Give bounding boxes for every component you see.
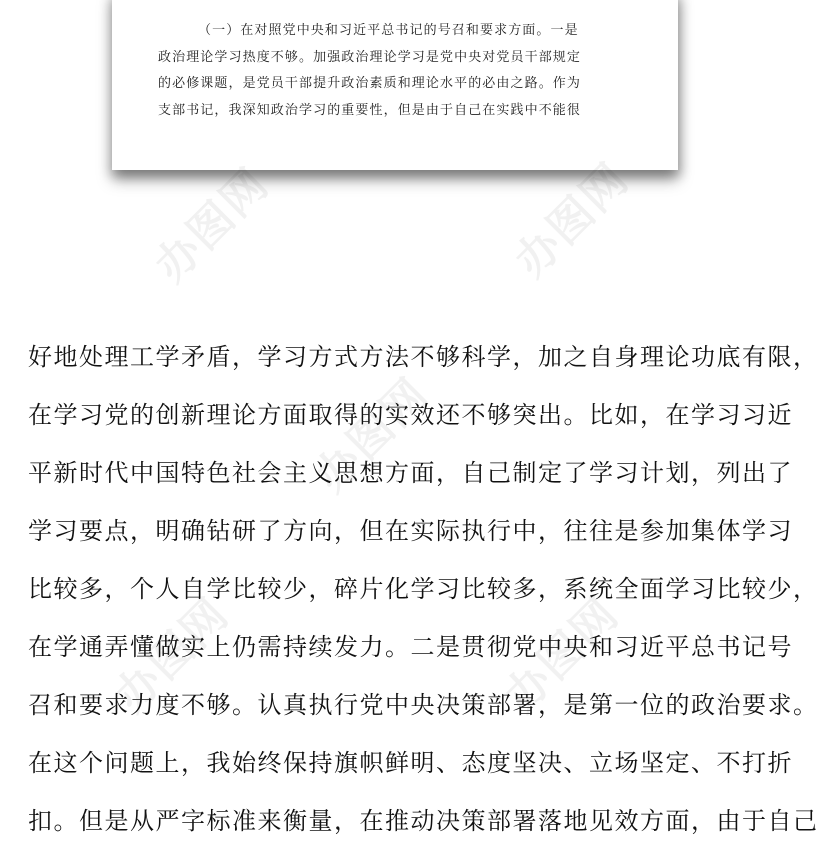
body-text-line: 平新时代中国特色社会主义思想方面，自己制定了学习计划，列出了: [28, 459, 793, 487]
watermark: 办图网: [505, 153, 640, 288]
card-text-line: （一）在对照党中央和习近平总书记的号召和要求方面。一是: [198, 23, 579, 38]
body-text-line: 在学习党的创新理论方面取得的实效还不够突出。比如，在学习习近: [28, 401, 793, 429]
document-body: [28, 328, 819, 850]
body-text-line: 扣。但是从严字标准来衡量，在推动决策部署落地见效方面，由于自己: [28, 807, 819, 835]
body-text-line: 好地处理工学矛盾，学习方式方法不够科学，加之自身理论功底有限，: [28, 343, 819, 371]
body-text-line: 比较多，个人自学比较少，碎片化学习比较多，系统全面学习比较少，: [28, 575, 819, 603]
body-text-line: 召和要求力度不够。认真执行党中央决策部署，是第一位的政治要求。: [28, 691, 819, 719]
card-text-line: 的必修课题，是党员干部提升政治素质和理论水平的必由之路。作为: [158, 76, 582, 91]
body-text-line: 学习要点，明确钻研了方向，但在实际执行中，往往是参加集体学习: [28, 517, 793, 545]
card-text-line: 政治理论学习热度不够。加强政治理论学习是党中央对党员干部规定: [158, 49, 582, 65]
body-text-line: 在学通弄懂做实上仍需持续发力。二是贯彻党中央和习近平总书记号: [28, 633, 793, 661]
body-text-line: 在这个问题上，我始终保持旗帜鲜明、态度坚决、立场坚定、不打折: [28, 749, 793, 777]
document-preview-card: [112, 0, 678, 170]
card-text-line: 支部书记，我深知政治学习的重要性，但是由于自己在实践中不能很: [158, 102, 582, 118]
watermark: 办图网: [495, 588, 630, 723]
watermark: 办图网: [305, 368, 440, 503]
watermark: 办图网: [105, 588, 240, 723]
watermark: 办图网: [145, 158, 280, 293]
